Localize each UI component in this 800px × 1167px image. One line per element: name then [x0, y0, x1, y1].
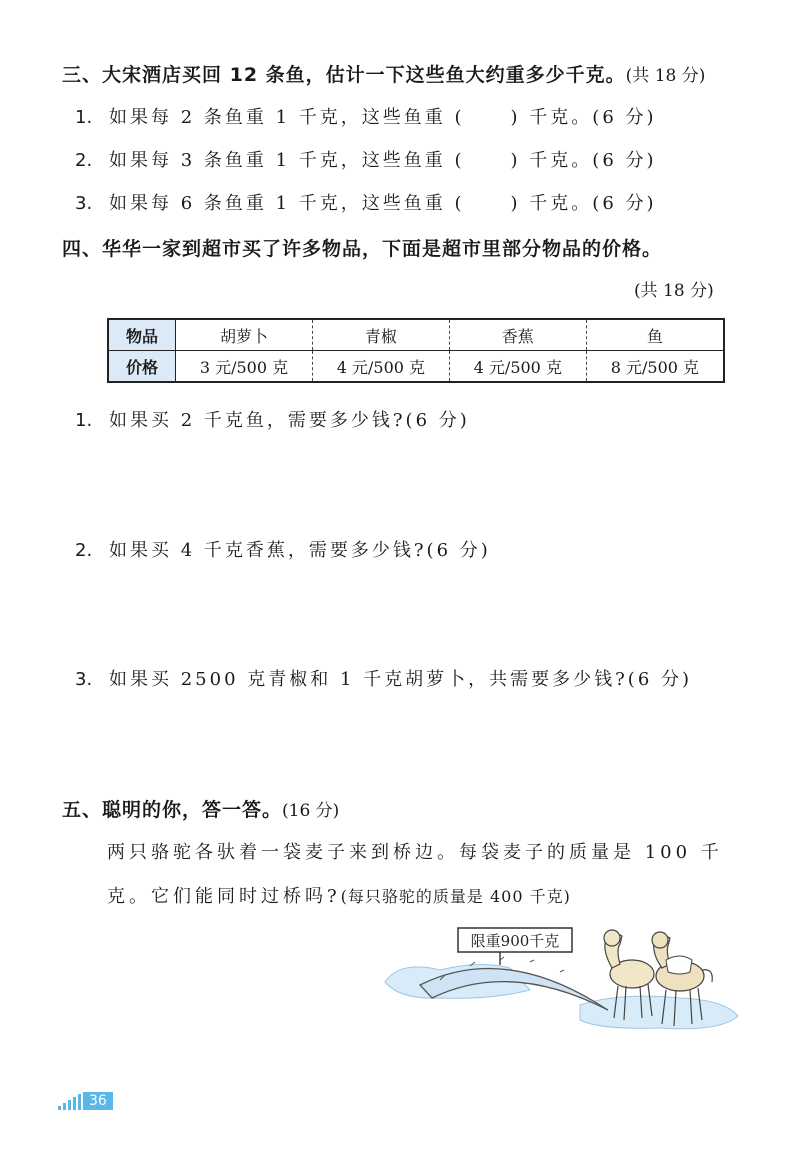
question-number: 2. [75, 150, 93, 171]
question-number: 2. [75, 540, 93, 561]
table-row [108, 319, 724, 351]
question-text-end: ) 千克。(6 分) [510, 193, 657, 214]
question-text: 如果买 2 千克鱼，需要多少钱?(6 分) [109, 410, 470, 431]
question-text: 如果每 6 条鱼重 1 千克，这些鱼重 ( [109, 193, 465, 214]
page-number: 36 [83, 1092, 113, 1110]
section4-question-2 [75, 536, 491, 562]
section5-body-line-2 [107, 882, 571, 908]
section5-score: (16 分) [282, 801, 340, 821]
section3-score: (共 18 分) [625, 66, 706, 86]
section4-heading: 四、华华一家到超市买了许多物品，下面是超市里部分物品的价格。 [62, 238, 663, 260]
section5-heading: 五、聪明的你，答一答。 [62, 799, 283, 821]
table-cell: 青椒 [312, 319, 449, 351]
question-number: 1. [75, 107, 93, 128]
ice-ground-right [580, 996, 738, 1029]
section5-body-line-1: 两只骆驼各驮着一袋麦子来到桥边。每袋麦子的质量是 100 千 [107, 842, 723, 863]
question-text: 如果买 4 千克香蕉，需要多少钱?(6 分) [109, 540, 491, 561]
section5-question: 克。它们能同时过桥吗? [107, 886, 341, 907]
question-text-end: ) 千克。(6 分) [510, 150, 657, 171]
section4-question-1 [75, 406, 470, 432]
section3-question-1 [75, 103, 657, 129]
question-number: 3. [75, 193, 93, 214]
section3-question-3 [75, 189, 657, 215]
table-cell: 8 元/500 克 [586, 351, 724, 383]
table-cell: 4 元/500 克 [312, 351, 449, 383]
page-footer [58, 1090, 113, 1112]
price-table [107, 318, 725, 383]
table-cell: 3 元/500 克 [176, 351, 313, 383]
table-row [108, 351, 724, 383]
question-number: 1. [75, 410, 93, 431]
section3-question-2 [75, 146, 657, 172]
weight-limit-text: 限重900千克 [470, 932, 560, 950]
row-header-price: 价格 [108, 351, 176, 383]
section4-question-3 [75, 665, 692, 691]
table-cell: 4 元/500 克 [449, 351, 586, 383]
row-header-item: 物品 [108, 319, 176, 351]
section4-score-line [634, 276, 714, 301]
question-text: 如果买 2500 克青椒和 1 千克胡萝卜，共需要多少钱?(6 分) [109, 669, 693, 690]
bridge-camels-illustration [380, 920, 740, 1040]
section4-score: (共 18 分) [634, 281, 714, 301]
question-text: 如果每 3 条鱼重 1 千克，这些鱼重 ( [109, 150, 465, 171]
section3-heading-line [62, 60, 705, 87]
question-text-end: ) 千克。(6 分) [510, 107, 657, 128]
section5-heading-line [62, 795, 339, 822]
question-number: 3. [75, 669, 93, 690]
decorative-bars-icon [58, 1092, 81, 1110]
table-cell: 胡萝卜 [176, 319, 313, 351]
section3-heading: 三、大宋酒店买回 12 条鱼，估计一下这些鱼大约重多少千克。 [62, 64, 626, 86]
table-cell: 香蕉 [449, 319, 586, 351]
table-cell: 鱼 [586, 319, 724, 351]
sack-icon [666, 956, 692, 974]
section5-note: (每只骆驼的质量是 400 千克) [340, 887, 571, 906]
question-text: 如果每 2 条鱼重 1 千克，这些鱼重 ( [109, 107, 465, 128]
